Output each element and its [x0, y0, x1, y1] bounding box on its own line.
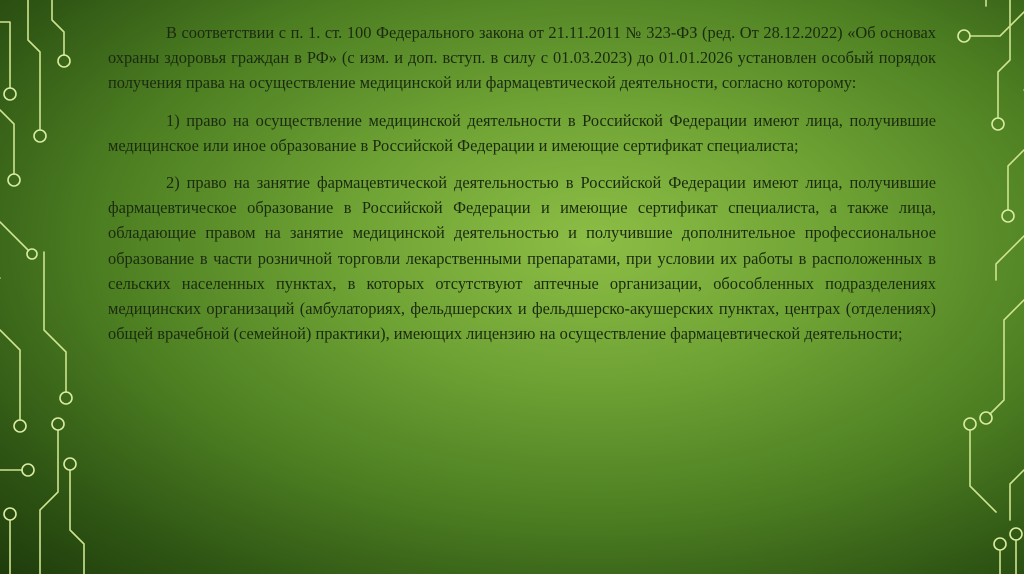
paragraph-intro: В соответствии с п. 1. ст. 100 Федерального закона от 21.11.2011 № 323-ФЗ (ред. От 28.12.2022) «Об основах охраны здоровья граждан в РФ» (с изм. и доп. вступ. в силу с 01.03.2023) до 01.01.2026 установлен особый порядок получения права на осуществление медицинской или фармацевтической деятельности, согласно которому:	[108, 23, 936, 93]
right-circuit-icon	[958, 0, 1024, 574]
paragraph-item-1: 1) право на осуществление медицинской деятельности в Российской Федерации имеют лица, получившие медицинское или иное образование в Российской Федерации и имеющие сертификат специалиста;	[108, 110, 936, 155]
legal-text	[108, 20, 936, 358]
paragraph-item-2: 2) право на занятие фармацевтической деятельностью в Российской Федерации имеют лица, получившие фармацевтическое образование в Российской Федерации и имеющие сертификат специалиста, а также лица, обладающие правом на занятие медицинской деятельностью и получившие дополнительное профессиональное образование в части розничной торговли лекарственными препаратами, при условии их работы в расположенных в сельских населенных пунктах, в которых отсутствуют аптечные организации, обособленных подразделениях медицинских организаций (амбулаториях, фельдшерских и фельдшерско-акушерских пунктах, центрах (отделениях) общей врачебной (семейной) практики), имеющих лицензию на осуществление фармацевтической деятельности;	[108, 173, 936, 344]
left-circuit-icon	[0, 0, 84, 574]
